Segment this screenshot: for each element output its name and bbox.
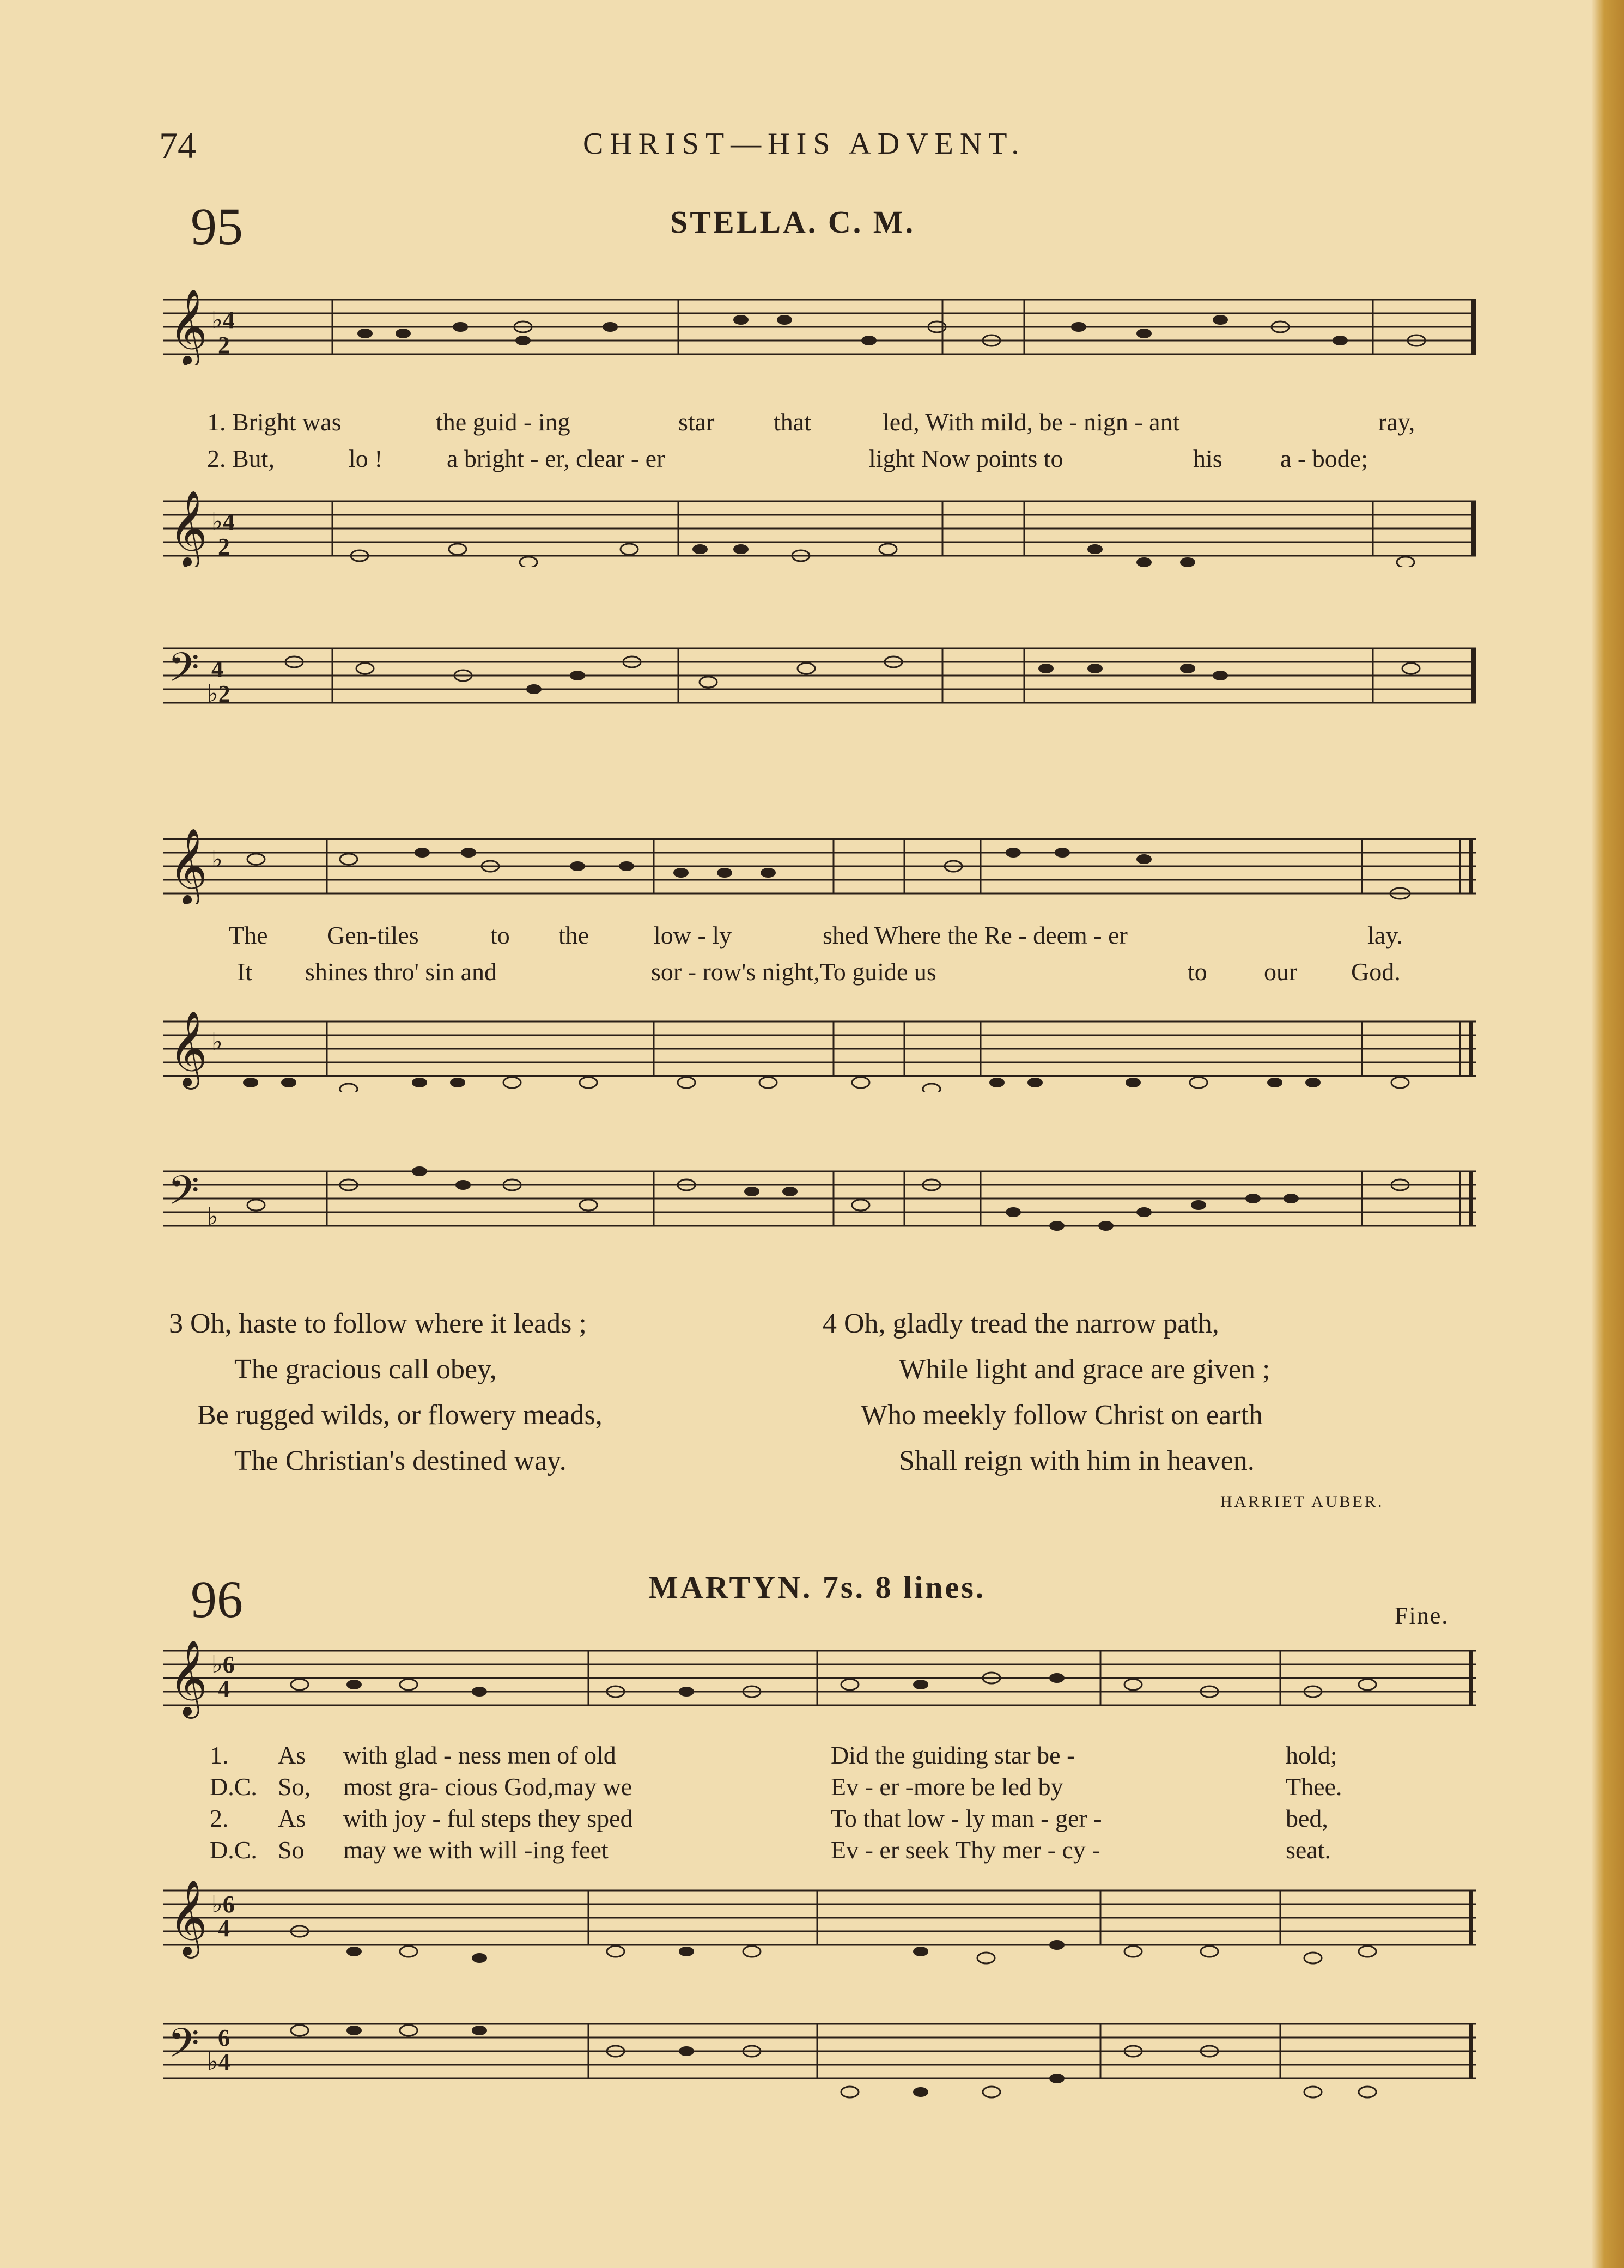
hymn-96-tune-title: MARTYN. 7s. 8 lines.: [648, 1570, 986, 1605]
hymn-96-lyric3-num: 2.: [210, 1804, 229, 1832]
hymn-95-sys2-verse1-a: The: [229, 921, 268, 949]
hymn-95-stanza3-line3: Be rugged wilds, or flowery meads,: [197, 1400, 603, 1431]
hymn-95-sys2-treble-staff: [163, 828, 1482, 904]
hymn-95-stanza4-line4: Shall reign with him in heaven.: [899, 1445, 1255, 1476]
page-edge-shading: [1591, 0, 1624, 2268]
hymn-95-sys1-verse1-c: star: [678, 408, 715, 436]
hymn-95-sys2-verse1-to: to: [490, 921, 510, 949]
hymn-95-sys2-alto-staff: [163, 1011, 1482, 1092]
hymn-96-lyric4-d: seat.: [1286, 1836, 1331, 1864]
hymn-96-lyric1-b: with glad - ness men of old: [343, 1741, 616, 1769]
svg-text:♭: ♭: [211, 1029, 223, 1055]
page-number: 74: [159, 125, 196, 166]
svg-text:4: 4: [211, 655, 223, 682]
hymn-96-lyric2-num: D.C.: [210, 1773, 257, 1801]
svg-text:4: 4: [218, 1915, 230, 1942]
hymn-96-lyric3-a: As: [278, 1804, 306, 1832]
svg-text:2: 2: [218, 332, 230, 358]
svg-text:𝄢: 𝄢: [168, 1169, 199, 1223]
hymn-95-sys1-verse2-f: a - bode;: [1280, 445, 1368, 472]
running-head: CHRIST—HIS ADVENT.: [583, 127, 1026, 161]
hymn-95-stanza4-line1: 4 Oh, gladly tread the narrow path,: [823, 1308, 1219, 1339]
hymn-96-lyric2-d: Thee.: [1286, 1773, 1342, 1801]
hymn-96-alto-staff: [163, 1880, 1482, 1967]
hymn-95-sys1-verse2-b: lo !: [349, 445, 383, 472]
hymn-95-sys1-verse1-a: 1. Bright was: [207, 408, 342, 436]
hymn-95-sys2-verse2-our: our: [1264, 958, 1298, 986]
svg-text:𝄞: 𝄞: [169, 290, 208, 363]
hymn-96-lyric4-num: D.C.: [210, 1836, 257, 1864]
svg-text:𝄞: 𝄞: [169, 1012, 208, 1085]
hymn-96-lyric4-c: Ev - er seek Thy mer - cy -: [831, 1836, 1100, 1864]
hymn-96-lyric4-a: So: [278, 1836, 305, 1864]
hymn-96-lyric1-a: As: [278, 1741, 306, 1769]
hymn-95-sys1-verse2-a: 2. But,: [207, 445, 275, 472]
hymn-95-sys1-verse2-e: his: [1193, 445, 1222, 472]
hymn-95-sys2-verse1-lay: lay.: [1367, 921, 1403, 949]
hymn-95-sys2-verse2-shines: shines thro' sin and: [305, 958, 497, 986]
svg-text:4: 4: [218, 1675, 230, 1702]
svg-text:𝄞: 𝄞: [169, 1881, 208, 1954]
hymn-95-sys1-verse2-c: a bright - er, clear - er: [447, 445, 665, 472]
svg-text:𝄞: 𝄞: [169, 830, 208, 902]
hymn-96-lyric2-a: So,: [278, 1773, 311, 1801]
hymn-96-lyric2-c: Ev - er -more be led by: [831, 1773, 1063, 1801]
hymn-95-number: 95: [191, 197, 243, 256]
hymn-95-sys2-verse2-to: to: [1188, 958, 1207, 986]
svg-text:♭: ♭: [211, 846, 223, 873]
hymn-95-sys1-verse1-d: that: [774, 408, 811, 436]
hymn-95-sys2-verse2-sorrows: sor - row's night,To guide us: [651, 958, 936, 986]
hymn-95-sys2-verse1-the: the: [558, 921, 589, 949]
hymn-96-lyric1-num: 1.: [210, 1741, 229, 1769]
hymn-96-lyric3-d: bed,: [1286, 1804, 1328, 1832]
hymn-95-sys1-verse2-d: light Now points to: [869, 445, 1063, 472]
hymn-95-sys2-verse2-it: It: [237, 958, 253, 986]
hymn-95-sys2-verse1-shed: shed Where the Re - deem - er: [823, 921, 1128, 949]
hymn-96-number: 96: [191, 1570, 243, 1628]
svg-text:♭2: ♭2: [207, 680, 230, 707]
hymn-95-stanza3-line1: 3 Oh, haste to follow where it leads ;: [169, 1308, 587, 1339]
hymn-95-sys1-verse1-f: ray,: [1378, 408, 1415, 436]
hymn-95-sys1-verse1-b: the guid - ing: [436, 408, 570, 436]
svg-text:♭4: ♭4: [211, 508, 235, 535]
hymn-95-sys2-verse1-lowly: low - ly: [654, 921, 732, 949]
hymn-95-stanza3-line2: The gracious call obey,: [234, 1354, 497, 1385]
hymn-95-sys1-treble-staff: [163, 289, 1482, 365]
hymn-96-lyric2-b: most gra- cious God,may we: [343, 1773, 632, 1801]
hymn-95-sys1-bass-staff: [163, 637, 1482, 714]
hymn-95-sys2-bass-staff: [163, 1160, 1482, 1242]
hymn-95-stanza4-line2: While light and grace are given ;: [899, 1354, 1270, 1385]
svg-text:𝄞: 𝄞: [169, 1641, 208, 1714]
hymn-95-sys1-alto-staff: [163, 490, 1482, 567]
hymn-96-lyric1-c: Did the guiding star be -: [831, 1741, 1075, 1769]
hymn-96-fine-marking: Fine.: [1395, 1602, 1449, 1629]
svg-text:2: 2: [218, 533, 230, 560]
hymn-95-sys2-verse1-gentiles: Gen-tiles: [327, 921, 419, 949]
hymn-95-sys2-verse2-god: God.: [1351, 958, 1401, 986]
svg-text:𝄢: 𝄢: [168, 646, 199, 700]
hymn-96-lyric4-b: may we with will -ing feet: [343, 1836, 609, 1864]
hymn-96-lyric3-b: with joy - ful steps they sped: [343, 1804, 633, 1832]
hymn-96-bass-staff: [163, 2013, 1482, 2117]
svg-text:♭: ♭: [207, 1203, 218, 1230]
svg-text:♭4: ♭4: [207, 2048, 230, 2075]
hymn-95-author: HARRIET AUBER.: [1220, 1493, 1384, 1511]
svg-text:𝄞: 𝄞: [169, 492, 208, 564]
hymn-95-sys1-verse1-e: led, With mild, be - nign - ant: [883, 408, 1180, 436]
hymn-95-stanza3-line4: The Christian's destined way.: [234, 1445, 567, 1476]
svg-text:♭6: ♭6: [211, 1651, 235, 1678]
hymn-96-lyric3-c: To that low - ly man - ger -: [831, 1804, 1102, 1832]
svg-text:6: 6: [218, 2024, 230, 2051]
hymn-95-tune-title: STELLA. C. M.: [670, 204, 916, 240]
svg-text:♭6: ♭6: [211, 1891, 235, 1918]
hymn-96-treble-staff: [163, 1640, 1482, 1722]
svg-text:♭4: ♭4: [211, 307, 235, 333]
svg-text:𝄢: 𝄢: [168, 2022, 199, 2076]
hymn-95-stanza4-line3: Who meekly follow Christ on earth: [861, 1400, 1263, 1431]
hymn-96-lyric1-d: hold;: [1286, 1741, 1337, 1769]
